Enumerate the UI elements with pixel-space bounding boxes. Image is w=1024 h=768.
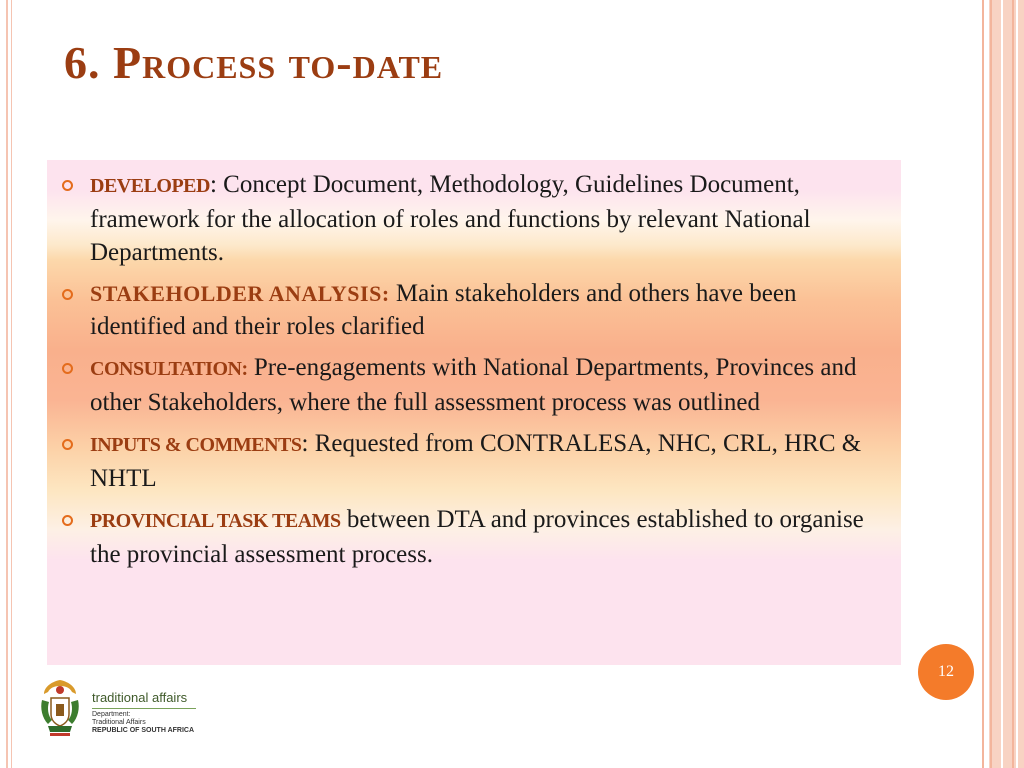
item-text: : Concept Document, Methodology, Guidelines Document, framework for the allocation of roles and functions by relevant National Departments.	[90, 171, 811, 266]
circle-bullet-icon	[62, 363, 73, 374]
coat-of-arms-icon	[38, 678, 82, 738]
slide-title: 6. Process to-date	[64, 37, 444, 88]
logo-line-3: REPUBLIC OF SOUTH AFRICA	[92, 727, 195, 734]
item-label: INPUTS & COMMENTS	[90, 434, 302, 456]
logo-brand-text: traditional affairs	[92, 690, 188, 705]
page-number-badge: 12	[918, 644, 974, 700]
circle-bullet-icon	[62, 439, 73, 450]
bullet-list	[62, 168, 892, 579]
item-text: between DTA and provinces established to organise the provincial assessment process.	[90, 506, 864, 568]
item-text: Pre-engagements with National Departments, Provinces and other Stakeholders, where the full assessment process was outlined	[90, 354, 857, 416]
circle-bullet-icon	[62, 289, 73, 300]
department-logo	[38, 678, 208, 740]
item-label: STAKEHOLDER ANALYSIS:	[90, 281, 390, 306]
logo-subtext	[92, 711, 194, 735]
circle-bullet-icon	[62, 180, 73, 191]
list-item	[62, 351, 892, 419]
list-item	[62, 277, 892, 343]
logo-line-1: Department:	[92, 711, 131, 718]
right-decorative-band	[982, 0, 1024, 768]
item-label: CONSULTATION:	[90, 358, 248, 380]
item-text: : Requested from CONTRALESA, NHC, CRL, HRC & NHTL	[90, 430, 862, 492]
list-item	[62, 168, 892, 269]
list-item	[62, 427, 892, 495]
frame-line-left-inner	[11, 0, 12, 768]
circle-bullet-icon	[62, 515, 73, 526]
list-item	[62, 503, 892, 571]
item-label: PROVINCIAL TASK TEAMS	[90, 510, 341, 532]
item-label: DEVELOPED	[90, 175, 210, 197]
frame-line-left	[6, 0, 8, 768]
logo-divider	[92, 708, 196, 709]
logo-line-2: Traditional Affairs	[92, 719, 146, 726]
item-text: Main stakeholders and others have been identified and their roles clarified	[90, 280, 797, 340]
